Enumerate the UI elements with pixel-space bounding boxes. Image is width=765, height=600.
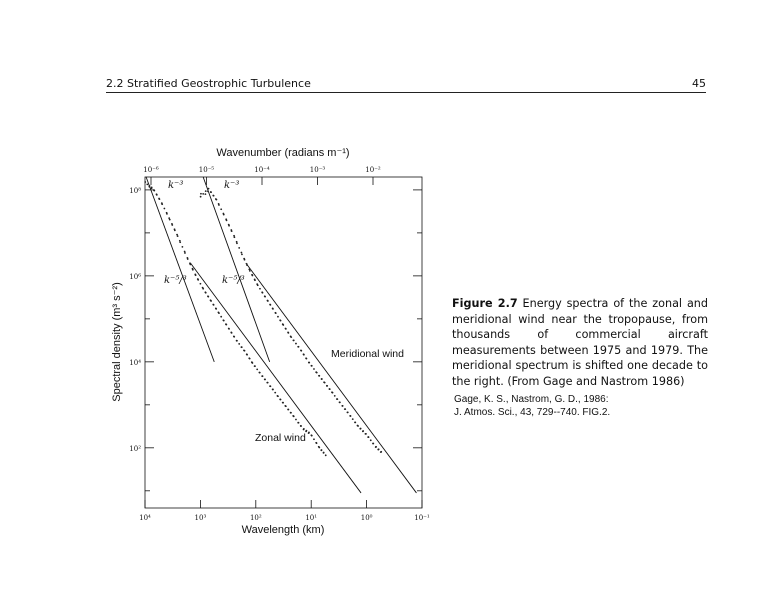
data-point [244,259,246,261]
data-point [195,274,197,276]
top-tick-label: 10⁻⁶ [143,166,159,174]
page-number: 45 [692,77,706,90]
data-point [151,187,153,189]
data-point [282,324,284,326]
data-point [293,415,295,417]
plot-frame [145,177,422,508]
data-point [252,362,254,364]
reference-lines [146,177,416,493]
x-tick-label: 10² [249,514,262,522]
data-point [303,428,305,430]
data-point [228,328,230,330]
data-point [259,372,261,374]
data-point [352,418,354,420]
data-point [306,430,308,432]
data-point [336,398,338,400]
data-point [238,343,240,345]
slope-label-zonal-k-3: k⁻³ [168,180,184,191]
top-tick-label: 10⁻⁵ [198,166,215,174]
data-point [171,224,173,226]
data-point [368,436,370,438]
data-point [332,392,334,394]
data-point [210,300,212,302]
data-point [241,346,243,348]
source-line-2: J. Atmos. Sci., 43, 729--740. FIG.2. [454,407,611,418]
data-point [334,395,336,397]
data-point [226,219,228,221]
data-point [285,405,287,407]
data-point [208,188,210,190]
data-point [313,438,315,440]
data-point [318,375,320,377]
data-point [158,198,160,200]
data-point [181,246,183,248]
data-point [264,379,266,381]
data-point [290,336,292,338]
slope-label-zonal-k-53: k⁻⁵/³ [164,275,187,286]
data-point [267,300,269,302]
data-point [323,452,325,454]
data-point [207,296,209,298]
data-point [285,328,287,330]
top-axis-title: Wavenumber (radians m⁻¹) [216,147,350,159]
data-point [215,199,217,201]
data-point [270,385,272,387]
x-tick-label: 10⁻¹ [414,514,430,522]
data-point [372,443,374,445]
data-point [192,269,194,271]
data-point [228,225,230,227]
data-point [213,195,215,197]
data-point [177,235,179,237]
data-point [254,279,256,281]
data-point [144,181,146,183]
y-tick-label: 10⁶ [129,272,141,281]
data-point [200,283,202,285]
data-point [215,308,217,310]
x-tick-label: 10⁴ [139,514,151,522]
data-point [146,183,148,185]
data-point [311,435,313,437]
data-point [267,382,269,384]
data-point [244,350,246,352]
data-point [166,213,168,215]
data-point [262,292,264,294]
data-point [202,193,204,195]
data-point [282,402,284,404]
y-tick-label: 10⁴ [129,358,141,367]
data-point [187,258,189,260]
data-point [161,203,163,205]
data-point [313,368,315,370]
data-point [316,372,318,374]
data-point [295,419,297,421]
x-tick-label: 10³ [194,514,207,522]
data-point [362,430,364,432]
data-point [347,411,349,413]
data-point [241,253,243,255]
data-point [360,428,362,430]
data-point [197,279,199,281]
top-tick-label: 10⁻² [365,166,381,174]
data-point [357,425,359,427]
data-point [300,425,302,427]
data-point [288,332,290,334]
data-point [249,358,251,360]
data-point [308,432,310,434]
data-point [233,336,235,338]
data-point [236,340,238,342]
data-point [200,193,202,195]
data-point [225,324,227,326]
section-title: 2.2 Stratified Geostrophic Turbulence [106,77,311,90]
reference-line-k-5-3 [190,263,361,493]
data-point [223,320,225,322]
data-point [252,275,254,277]
data-point [153,190,155,192]
y-axis-title: Spectral density (m³ s⁻²) [111,282,123,402]
slope-label-meridional-k-53: k⁻⁵/³ [222,275,245,286]
data-point [274,392,276,394]
data-point [149,185,151,187]
data-point [257,284,259,286]
data-point [354,421,356,423]
data-point [249,270,251,272]
data-point [205,190,207,192]
data-point [262,375,264,377]
data-point [290,412,292,414]
data-point [316,442,318,444]
source-citation [454,393,714,419]
data-point [275,312,277,314]
data-point [325,454,327,456]
data-point [241,252,243,254]
data-point [272,308,274,310]
data-point [280,399,282,401]
data-point [213,304,215,306]
series-zonal [144,181,326,456]
data-point [277,316,279,318]
caption-text: Energy spectra of the zonal and meridional wind near the tropopause, from thousands of commercial aircraft measurements between 1975 and 1979. The meridional spectrum is shifted one decade to the right. (From Gage and Nastrom 1986) [452,297,708,388]
data-point [350,415,352,417]
data-point [308,362,310,364]
bottom-axis-title: Wavelength (km) [241,524,325,536]
axis-ticks [129,166,430,522]
data-point [204,193,206,195]
data-point [380,451,382,453]
data-point [329,388,331,390]
slope-label-meridional-k-3: k⁻³ [224,180,240,191]
spectrum-series [144,181,382,456]
data-point [264,296,266,298]
data-point [169,219,171,221]
data-point [256,368,258,370]
data-point [321,449,323,451]
data-point [179,241,181,243]
x-tick-label: 10¹ [305,514,318,522]
data-point [156,194,158,196]
data-point [231,332,233,334]
y-tick-label: 10⁸ [129,186,141,195]
data-point [326,385,328,387]
data-point [189,264,191,266]
reference-line-k-5-3 [246,263,417,493]
data-point [293,339,295,341]
data-point [311,365,313,367]
series-label-meridional: Meridional wind [331,348,404,360]
data-point [246,354,248,356]
data-point [174,230,176,232]
data-point [298,422,300,424]
data-point [375,446,377,448]
data-point [318,447,320,449]
data-point [378,448,380,450]
x-tick-label: 10⁰ [360,514,373,522]
data-point [205,292,207,294]
data-point [303,354,305,356]
caption-label: Figure 2.7 [452,297,518,310]
data-point [259,288,261,290]
data-point [223,214,225,216]
data-point [236,242,238,244]
data-point [207,190,209,192]
data-point [270,304,272,306]
data-point [163,208,165,210]
data-point [288,409,290,411]
source-line-1: Gage, K. S., Nastrom, G. D., 1986: [454,394,609,405]
data-point [246,264,248,266]
y-tick-label: 10² [129,444,141,453]
data-point [210,191,212,193]
data-point [280,320,282,322]
reference-line-k-3 [203,177,269,362]
data-point [298,346,300,348]
figure-caption [452,296,708,390]
series-label-zonal: Zonal wind [255,432,306,444]
data-point [370,439,372,441]
data-point [344,408,346,410]
data-point [365,433,367,435]
top-tick-label: 10⁻³ [309,166,326,174]
data-point [272,389,274,391]
data-point [300,350,302,352]
data-point [277,395,279,397]
data-point [342,405,344,407]
data-point [220,316,222,318]
data-point [202,288,204,290]
data-point [339,401,341,403]
data-point [200,196,202,198]
data-point [231,230,233,232]
data-point [306,358,308,360]
data-point [324,382,326,384]
reference-line-k-3 [146,177,214,362]
data-point [233,236,235,238]
data-point [321,378,323,380]
data-point [218,204,220,206]
data-point [295,343,297,345]
top-tick-label: 10⁻⁴ [254,166,270,174]
data-point [238,247,240,249]
data-point [184,252,186,254]
data-point [220,208,222,210]
data-point [218,312,220,314]
data-point [254,365,256,367]
